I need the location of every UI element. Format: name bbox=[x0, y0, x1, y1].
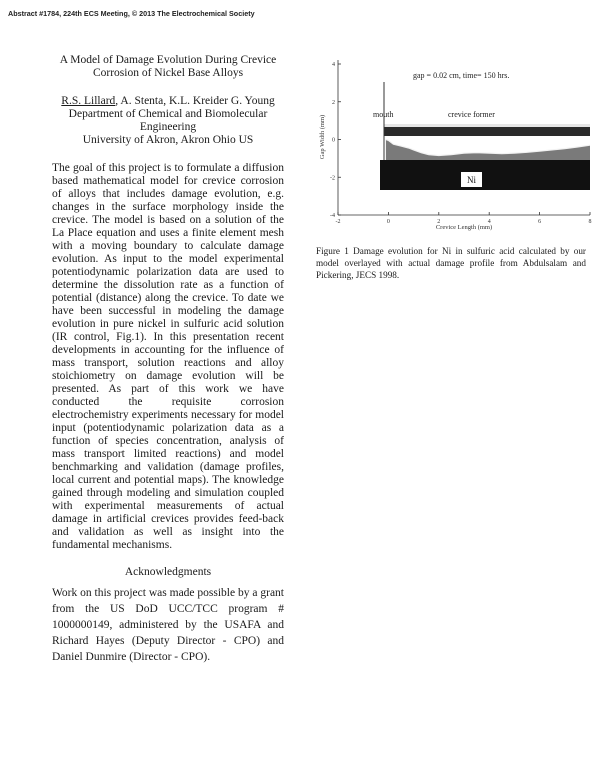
y-tick-label: 2 bbox=[332, 99, 335, 106]
page-header: Abstract #1784, 224th ECS Meeting, © 2013 The Electrochemical Society bbox=[8, 9, 255, 18]
author-presenting: R.S. Lillard bbox=[61, 95, 116, 107]
affiliation-line-1: Department of Chemical and Biomolecular bbox=[68, 108, 268, 120]
x-tick-label: -2 bbox=[335, 219, 341, 225]
x-axis-label: Crevice Length (mm) bbox=[435, 224, 493, 231]
x-tick-label: 2 bbox=[437, 219, 441, 225]
mouth-label: mouth bbox=[373, 110, 394, 119]
y-tick-label: -4 bbox=[330, 213, 335, 219]
author-list: R.S. Lillard, A. Stenta, K.L. Kreider G. Young bbox=[61, 95, 275, 107]
crevice-former-label: crevice former bbox=[448, 110, 495, 119]
acknowledgments-heading: Acknowledgments bbox=[124, 566, 212, 578]
left-column bbox=[52, 54, 284, 665]
figure-1 bbox=[318, 52, 590, 237]
chart-title-annotation: gap = 0.02 cm, time= 150 hrs. bbox=[413, 71, 510, 80]
affiliation-line-3: University of Akron, Akron Ohio US bbox=[82, 134, 254, 146]
y-tick-label: 0 bbox=[332, 137, 335, 144]
y-tick-group bbox=[330, 62, 341, 219]
ni-label: Ni bbox=[467, 175, 476, 185]
paper-title: A Model of Damage Evolution During Crevice Corrosion of Nickel Base Alloys bbox=[59, 54, 277, 79]
damage-profile-chart bbox=[318, 52, 590, 232]
author-coauthors: A. Stenta, K.L. Kreider G. Young bbox=[120, 95, 275, 107]
y-axis-label: Gap Width (mm) bbox=[319, 114, 326, 160]
x-tick-label: 6 bbox=[538, 219, 542, 225]
figure-caption: Figure 1 Damage evolution for Ni in sulfuric acid calculated by our model overlayed with actual damage profile from Abdulsalam and Pickering, JECS 1998. bbox=[316, 246, 586, 280]
x-tick-label: 4 bbox=[487, 219, 491, 225]
ni-substrate bbox=[380, 160, 590, 190]
abstract-body: The goal of this project is to formulate a diffusion based mathematical model for crevice corrosion of alloys that includes damage evolution, e.g. changes in the surface morphology inside the crevice. The model is based on a solution of the La Place equation and uses a finite element mesh with a moving boundary to calculate damage evolution. As input to the model experimental potentiodynamic polarization data are used to determine the dissolution rate as a function of potential (distance) along the crevice. To date we have been successful in modeling the damage evolution in pure nickel in sulfuric acid solution (IR control, Fig.1). In this presentation recent developments in accounting for the influence of mass transport, solution reactions and alloy stoichiometry on damage evolution will be presented. As part of this work we have conducted the requisite corrosion electrochemistry experiments necessary for model input (potentiodynamic polarization data as a function of species concentration, analysis of mass transport limited reactions) and model benchmarking and validation (damage profiles, local current and potential maps). The knowledge gained through modeling and simulation coupled with experimental measurements of actual damage in artificial crevices provides feed-back and validation as well as insight into the fundamental mechanisms. bbox=[52, 162, 284, 551]
x-tick-label: 8 bbox=[588, 219, 592, 225]
y-tick-label: -2 bbox=[330, 175, 335, 182]
acknowledgments-body: Work on this project was made possible by a grant from the US DoD UCC/TCC program # 1000000149, administered by the USAFA and Richard Hayes (Deputy Director - CPO) and Daniel Dunmire (Director - CPO). bbox=[52, 587, 284, 663]
y-tick-label: 4 bbox=[332, 62, 335, 68]
affiliation-line-2: Engineering bbox=[139, 121, 197, 133]
x-tick-label: 0 bbox=[386, 219, 390, 225]
